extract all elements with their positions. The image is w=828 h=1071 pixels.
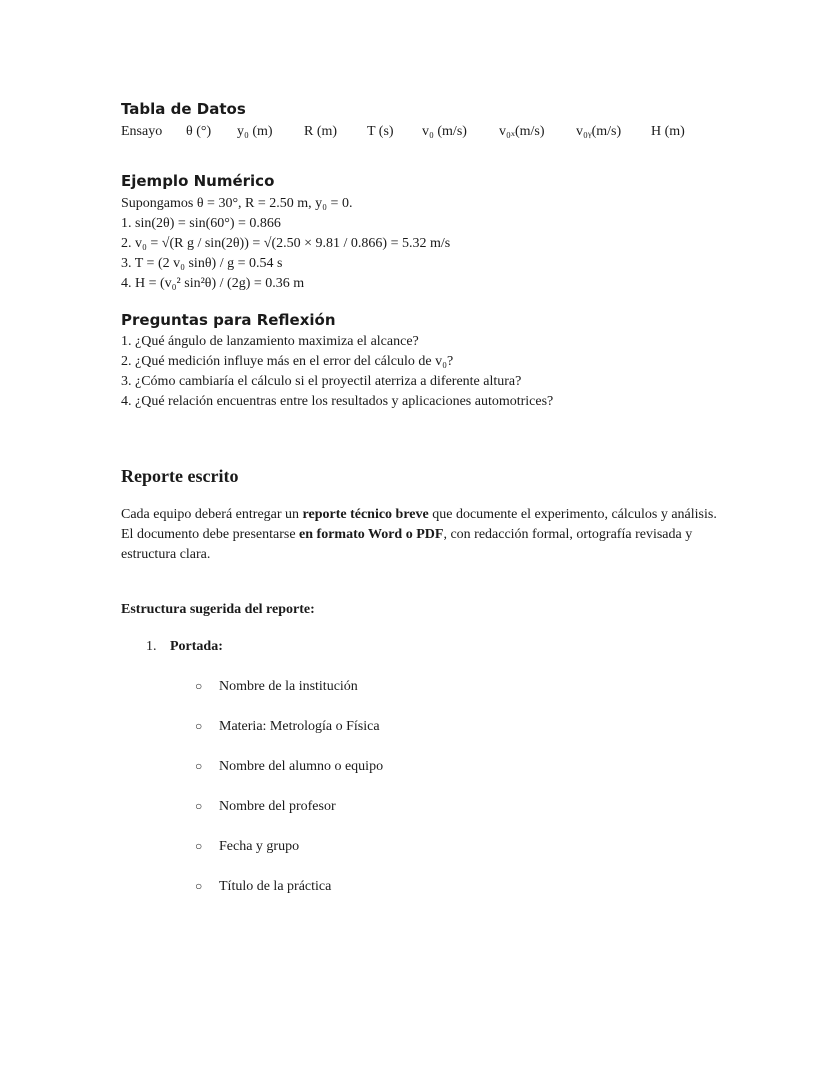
bullet-item: ○ Nombre del profesor: [195, 799, 336, 814]
pregunta-line: 3. ¿Cómo cambiaría el cálculo si el proyectil aterriza a diferente altura?: [121, 374, 522, 389]
header-cell-y0: y₀ (m): [237, 124, 273, 139]
pregunta-line: 4. ¿Qué relación encuentras entre los resultados y aplicaciones automotrices?: [121, 394, 554, 409]
section-title-ejemplo: Ejemplo Numérico: [121, 172, 275, 190]
header-cell-v0x: v₀ₓ(m/s): [499, 124, 545, 139]
header-cell-r: R (m): [304, 124, 338, 139]
list-number: 1.: [146, 639, 157, 654]
ejemplo-line: 2. v₀ = √(R g / sin(2θ)) = √(2.50 × 9.81 / 0.866) = 5.32 m/s: [121, 236, 451, 251]
header-cell-v0: v₀ (m/s): [422, 124, 467, 139]
ejemplo-line: 3. T = (2 v₀ sinθ) / g = 0.54 s: [121, 256, 283, 271]
header-cell-h: H (m): [651, 124, 685, 139]
bullet-circle-icon: ○: [195, 759, 203, 773]
header-cell-ensayo: Ensayo: [121, 124, 163, 139]
bullet-circle-icon: ○: [195, 799, 203, 813]
bullet-item: ○ Nombre de la institución: [195, 679, 358, 694]
header-cell-theta: θ (°): [186, 124, 212, 139]
section-title-tabla-datos: Tabla de Datos: [121, 100, 246, 118]
bullet-item: ○ Materia: Metrología o Física: [195, 719, 380, 734]
bullet-circle-icon: ○: [195, 839, 203, 853]
header-cell-t: T (s): [367, 124, 394, 139]
pregunta-line: 1. ¿Qué ángulo de lanzamiento maximiza el alcance?: [121, 334, 419, 349]
section-title-reporte: Reporte escrito: [121, 466, 239, 486]
list-label: Portada:: [170, 639, 223, 654]
header-cell-v0y: v₀ᵧ(m/s): [576, 124, 622, 139]
section-title-preguntas: Preguntas para Reflexión: [121, 311, 336, 329]
bullet-circle-icon: ○: [195, 879, 203, 893]
reporte-description: [121, 505, 721, 565]
bullet-item: ○ Fecha y grupo: [195, 839, 300, 854]
ejemplo-line: 4. H = (v₀² sin²θ) / (2g) = 0.36 m: [121, 276, 305, 291]
reporte-paragraph-2: El documento debe presentarse en formato Word o PDF, con redacción formal, ortografía revisada y estructura clara.: [121, 527, 693, 562]
ejemplo-line: Supongamos θ = 30°, R = 2.50 m, y₀ = 0.: [121, 196, 353, 211]
bullet-item: ○ Nombre del alumno o equipo: [195, 759, 384, 774]
estructura-title: Estructura sugerida del reporte:: [121, 602, 315, 617]
reporte-paragraph-1: Cada equipo deberá entregar un reporte técnico breve que documente el experimento, cálculos y análisis.: [121, 507, 717, 522]
bullet-circle-icon: ○: [195, 719, 203, 733]
bullet-circle-icon: ○: [195, 679, 203, 693]
ejemplo-line: 1. sin(2θ) = sin(60°) = 0.866: [121, 216, 281, 231]
pregunta-line: 2. ¿Qué medición influye más en el error del cálculo de v₀?: [121, 354, 454, 369]
list-item-portada: [146, 639, 223, 655]
bullet-item: ○ Título de la práctica: [195, 879, 332, 894]
